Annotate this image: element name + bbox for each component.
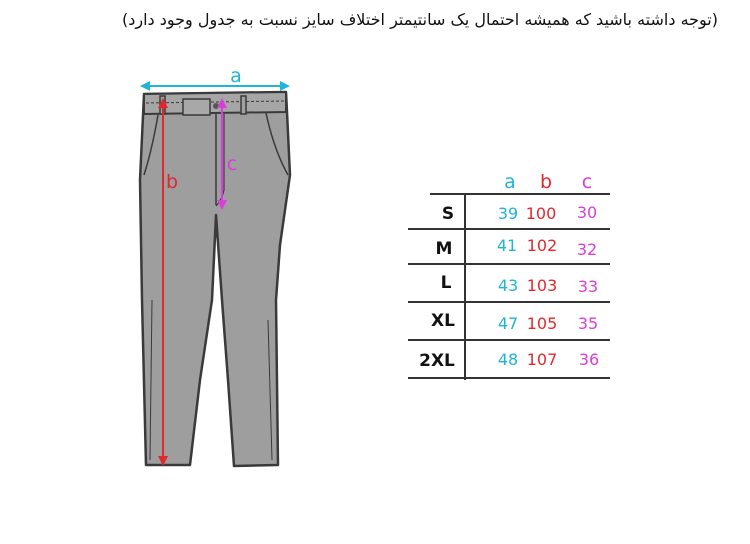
value-b: 105: [526, 314, 558, 333]
size-label: XL: [431, 311, 455, 331]
size-label: 2XL: [419, 351, 455, 371]
value-a: 39: [497, 204, 519, 223]
value-b: 107: [526, 350, 558, 369]
belt-loop: [241, 96, 246, 114]
value-a: 47: [497, 314, 519, 333]
value-c: 33: [577, 277, 599, 296]
value-c: 30: [576, 203, 598, 222]
column-header-a: a: [504, 171, 516, 193]
table-row: [436, 236, 598, 259]
size-label: S: [441, 204, 455, 224]
arrow-a: [140, 81, 290, 91]
size-label: L: [440, 273, 452, 293]
table-row: [431, 311, 598, 333]
value-b: 102: [526, 236, 558, 255]
value-b: 100: [525, 204, 557, 223]
size-table: [400, 160, 620, 390]
disclaimer-note: (توجه داشته باشید که همیشه احتمال یک سانتیمتر اختلاف سایز نسبت به جدول وجود دارد): [122, 10, 718, 29]
column-header-b: b: [539, 171, 553, 193]
table-row: [419, 350, 599, 371]
column-header-c: c: [581, 171, 593, 193]
value-b: 103: [526, 276, 558, 295]
size-label: M: [435, 239, 453, 259]
label-a: a: [230, 65, 242, 87]
belt-loop: [183, 99, 210, 115]
value-c: 36: [578, 350, 600, 369]
value-c: 35: [577, 314, 599, 333]
pants-illustration: [120, 60, 310, 480]
value-a: 41: [496, 236, 518, 255]
value-a: 48: [497, 350, 519, 369]
value-a: 43: [497, 276, 519, 295]
label-b: b: [165, 171, 179, 193]
label-c: c: [226, 153, 238, 175]
value-c: 32: [576, 240, 598, 259]
